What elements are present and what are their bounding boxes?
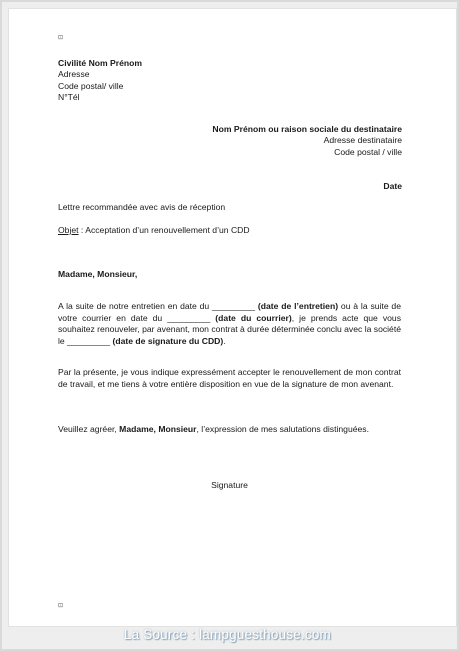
source-watermark: La Source : lampguesthouse.com bbox=[123, 627, 331, 642]
p3-text-c: , l’expression de mes salutations distinguées. bbox=[196, 424, 369, 434]
subject-label: Objet bbox=[58, 225, 79, 235]
p1-date-courrier: (date du courrier) bbox=[215, 312, 292, 323]
sender-phone: N°Tél bbox=[58, 92, 80, 103]
delivery-mode: Lettre recommandée avec avis de réception bbox=[58, 202, 226, 212]
p1-text-e: , je prends acte que vous souhaitez renouveler, par avenant, mon contrat à durée déterminée conclu avec la société le _________ bbox=[58, 312, 402, 346]
letter-date: Date bbox=[383, 181, 402, 191]
subject-text: : Acceptation d’un renouvellement d’un CDD bbox=[78, 225, 250, 235]
p3-madame-monsieur: Madame, Monsieur bbox=[119, 424, 197, 434]
p1-date-entretien: (date de l’entretien) bbox=[257, 301, 339, 311]
p1-text-c: ou à la suite de votre courrier en date du _________ bbox=[58, 301, 401, 323]
sender-city: Code postal/ ville bbox=[58, 80, 124, 91]
signature: Signature bbox=[211, 480, 248, 490]
paragraph-3 bbox=[58, 424, 401, 436]
recipient-block bbox=[212, 124, 402, 158]
sender-name: Civilité Nom Prénom bbox=[58, 58, 143, 68]
p1-date-signature: (date de signature du CDD) bbox=[112, 335, 224, 346]
corner-mark-bottom: ⊡ bbox=[58, 603, 64, 609]
recipient-name: Nom Prénom ou raison sociale du destinataire bbox=[212, 124, 402, 134]
paragraph-1 bbox=[58, 301, 401, 347]
subject-line bbox=[58, 225, 250, 235]
paragraph-2: Par la présente, je vous indique expressément accepter le renouvellement de mon contrat de travail, et me tiens à votre entière disposition en vue de la signature de mon avenant. bbox=[58, 367, 401, 389]
sender-address: Adresse bbox=[58, 69, 90, 80]
p1-text-a: A la suite de notre entretien en date du _________ bbox=[58, 301, 258, 311]
p1-text-g: . bbox=[223, 335, 226, 346]
p3-text-a: Veuillez agréer, bbox=[58, 424, 120, 434]
salutation: Madame, Monsieur, bbox=[58, 269, 138, 279]
recipient-city: Code postal / ville bbox=[334, 146, 402, 157]
corner-mark-top: ⊡ bbox=[58, 35, 64, 41]
recipient-address: Adresse destinataire bbox=[323, 135, 402, 146]
sender-block bbox=[58, 58, 142, 104]
